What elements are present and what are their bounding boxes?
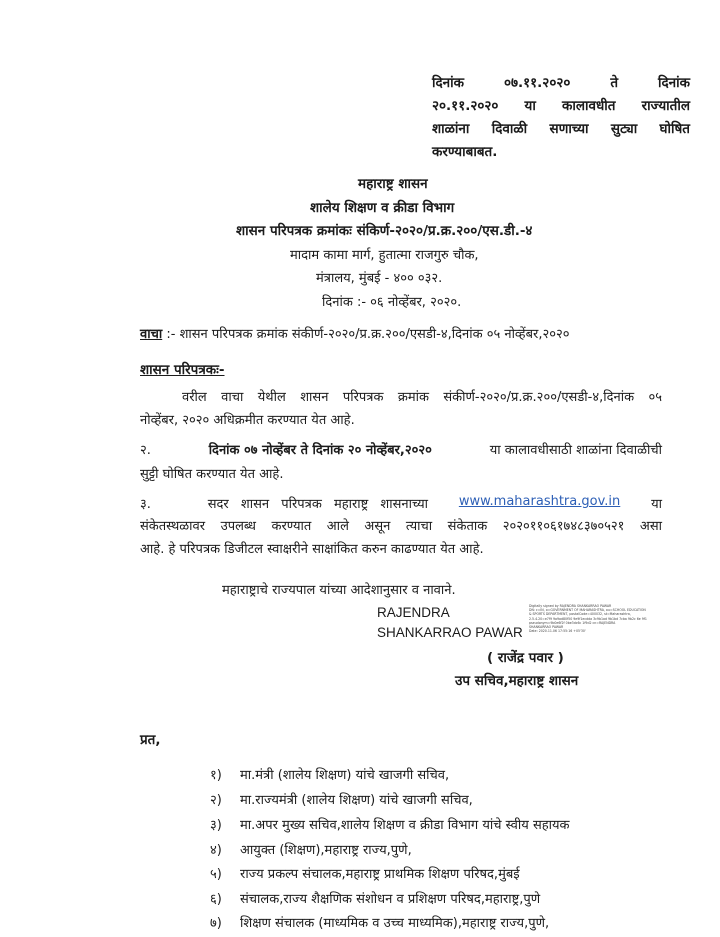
list-item xyxy=(210,815,570,833)
signer-name-marathi: ( राजेंद्र पवार ) xyxy=(487,650,564,666)
digital-signature-stamp xyxy=(529,604,647,633)
digital-signature-text: pseudonym=9b0e6f2f 0be3dc6c 1f9d2 cn=RAJENDRA xyxy=(529,620,616,625)
government-name: महाराष्ट्र शासन xyxy=(358,176,428,192)
para3-post: या xyxy=(651,497,662,512)
list-number: ७) xyxy=(210,916,222,931)
para2-rest: या कालावधीसाठी शाळांना दिवाळीची xyxy=(489,443,662,458)
reference-line xyxy=(140,324,570,342)
subject-line: दिनांक ०७.११.२०२० ते दिनांक xyxy=(432,75,690,91)
circular-date: दिनांक :- ०६ नोव्हेंबर, २०२०. xyxy=(322,295,462,310)
para2-number: २. xyxy=(140,443,151,458)
subject-block xyxy=(432,72,690,164)
address-line: मादाम कामा मार्ग, हुतात्मा राजगुरु चौक, xyxy=(290,248,479,263)
list-item xyxy=(210,889,540,907)
para3-number: ३. xyxy=(140,497,151,512)
para1-line2: नोव्हेंबर, २०२० अधिक्रमीत करण्यात येत आहे. xyxy=(140,413,355,428)
digital-signature-text: SHANKARRAO PAWAR xyxy=(529,625,564,630)
list-item xyxy=(210,840,412,858)
signer-name-line2: SHANKARRAO PAWAR xyxy=(377,625,523,640)
list-number: ४) xyxy=(210,843,222,858)
circular-heading: शासन परिपत्रकः- xyxy=(140,362,225,378)
subject-line: शाळांना दिवाळी सणाच्या सुट्या घोषित xyxy=(432,121,690,137)
list-number: २) xyxy=(210,793,222,808)
digital-signature-text: DN: c=IN, o=GOVERNMENT OF MAHARASHTRA, ou=SCHOOL EDUCATION xyxy=(529,608,646,613)
digital-signature-text: 2.5.4.20=e7f9 9a9ad80f50 9e9f1ecdda 3c9b1ad 9b1bd 7cba 9b2c 6e 9f1 xyxy=(529,616,647,621)
digital-signature-text: & SPORTS DEPARTMENT, postalCode=400032, st=Maharashtra, xyxy=(529,612,631,617)
list-number: ३) xyxy=(210,818,222,833)
list-text: मा.अपर मुख्य सचिव,शालेय शिक्षण व क्रीडा विभाग यांचे स्वीय सहायक xyxy=(240,818,570,833)
signer-name-line1: RAJENDRA xyxy=(377,605,450,620)
list-text: मा.राज्यमंत्री (शालेय शिक्षण) यांचे खाजगी सचिव, xyxy=(240,793,473,808)
para2-line2: सुट्टी घोषित करण्यात येत आहे. xyxy=(140,467,284,482)
para1-line1: वरील वाचा येथील शासन परिपत्रक क्रमांक संकीर्ण-२०२०/प्र.क्र.२००/एसडी-४,दिनांक ०५ xyxy=(182,390,662,405)
list-text: आयुक्त (शिक्षण),महाराष्ट्र राज्य,पुणे, xyxy=(240,843,412,858)
address-line: मंत्रालय, मुंबई - ४०० ०३२. xyxy=(316,271,443,286)
department-name: शालेय शिक्षण व क्रीडा विभाग xyxy=(310,200,455,216)
list-number: ६) xyxy=(210,892,222,907)
para3-pre: सदर शासन परिपत्रक महाराष्ट्र शासनाच्या xyxy=(207,497,429,512)
digital-signature-text: Date: 2020.11.06 17:55:16 +05'30' xyxy=(529,629,586,634)
copy-to-label: प्रत, xyxy=(140,732,161,748)
reference-label: वाचा xyxy=(140,327,163,342)
list-number: १) xyxy=(210,768,222,783)
subject-line: २०.११.२०२० या कालावधीत राज्यातील xyxy=(432,98,690,114)
list-text: मा.मंत्री (शालेय शिक्षण) यांचे खाजगी सचिव, xyxy=(240,768,450,783)
closing-line: महाराष्ट्राचे राज्यपाल यांच्या आदेशानुसार व नावाने. xyxy=(222,583,456,598)
list-number: ५) xyxy=(210,867,222,882)
para3-line1 xyxy=(140,494,662,512)
para3-line3: आहे. हे परिपत्रक डिजीटल स्वाक्षरीने साक्षांकित करुन काढण्यात येत आहे. xyxy=(140,542,484,557)
list-item xyxy=(210,790,473,808)
list-item xyxy=(210,765,449,783)
signer-designation: उप सचिव,महाराष्ट्र शासन xyxy=(455,673,579,689)
subject-line: करण्याबाबत. xyxy=(432,144,498,160)
list-item xyxy=(210,913,549,931)
list-text: राज्य प्रकल्प संचालक,महाराष्ट्र प्राथमिक शिक्षण परिषद,मुंबई xyxy=(240,867,520,882)
website-link[interactable]: www.maharashtra.gov.in xyxy=(458,494,621,509)
list-item xyxy=(210,864,520,882)
circular-number: शासन परिपत्रक क्रमांकः संकिर्ण-२०२०/प्र.क्र.२००/एस.डी.-४ xyxy=(236,223,533,239)
list-text: संचालक,राज्य शैक्षणिक संशोधन व प्रशिक्षण परिषद,महाराष्ट्र,पुणे xyxy=(240,892,541,907)
para3-line2: संकेतस्थळावर उपलब्ध करण्यात आले असून त्याचा संकेताक २०२०११०६१७४८३७०५२१ असा xyxy=(140,519,662,534)
para2-dates: दिनांक ०७ नोव्हेंबर ते दिनांक २० नोव्हेंबर,२०२० xyxy=(208,443,432,458)
list-text: शिक्षण संचालक (माध्यमिक व उच्च माध्यमिक),महाराष्ट्र राज्य,पुणे, xyxy=(240,916,550,931)
reference-text: :- शासन परिपत्रक क्रमांक संकीर्ण-२०२०/प्र.क्र.२००/एसडी-४,दिनांक ०५ नोव्हेंबर,२०२० xyxy=(166,327,570,342)
para2-line1 xyxy=(140,440,662,458)
digital-signature-text: Digitally signed by RAJENDRA SHANKARRAO PAWAR xyxy=(529,604,612,608)
